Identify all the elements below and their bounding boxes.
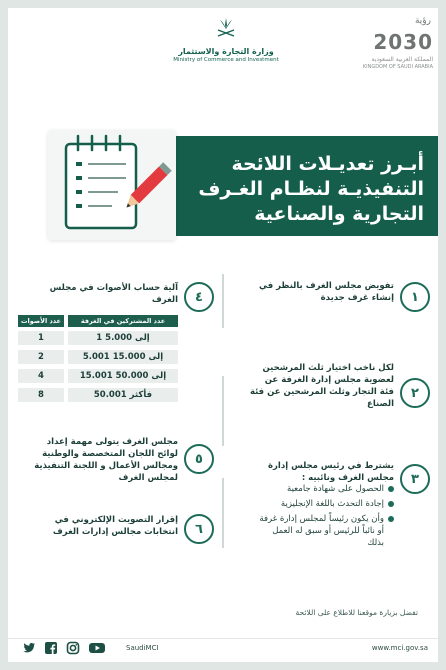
item-number-badge: ٤ (184, 282, 214, 312)
table-cell-range: 15.001 إلى 50.000 (68, 369, 178, 383)
item-number-badge: ٥ (184, 444, 214, 474)
item-2-text: لكل ناخب اختيار ثلث المرشحين لعضوية مجلس إدارة الغرفة عن فئة التجار وثلث المرشحين عن فئة الصناع (249, 363, 394, 409)
youtube-icon[interactable] (88, 641, 106, 655)
social-handle[interactable]: SaudiMCI (126, 644, 159, 652)
item-4-text: آلية حساب الأصوات في مجلس الغرف (49, 283, 178, 305)
column-divider (222, 478, 224, 548)
header (8, 8, 438, 78)
column-divider (222, 274, 224, 328)
table-cell-range: 50.001 فأكثر (68, 388, 178, 402)
instagram-icon[interactable] (66, 641, 80, 655)
banner-title-line: التجارية والصناعية (254, 203, 424, 225)
condition-text: الحصول على شهادة جامعية (287, 484, 384, 494)
vision-ar-label: رؤية (414, 16, 431, 26)
vision-2030-logo (338, 16, 433, 74)
table-cell-range: 1 إلى 5.000 (68, 331, 178, 345)
item-number-badge: ٣ (400, 464, 430, 494)
twitter-icon[interactable] (22, 641, 36, 655)
bullet-dot (388, 516, 394, 522)
banner-title-line: التنفيذيـة لنظـام الغـرف (198, 178, 424, 200)
table-cell-votes: 4 (18, 369, 64, 383)
column-divider (222, 376, 224, 446)
vision-sub-en: KINGDOM OF SAUDI ARABIA (362, 64, 433, 70)
website-link[interactable]: www.mci.gov.sa (371, 644, 428, 652)
vision-sub-ar: المملكة العربية السعودية (371, 56, 433, 63)
bullet-dot (388, 486, 394, 492)
item-6-text: إقرار التصويت الإلكتروني في انتخابات مجالس إدارات الغرف (52, 515, 178, 537)
item-5-text: مجلس الغرف يتولى مهمة إعداد لوائح اللجان المتخصصة والوطنية ومجالس الأعمال و اللجنة التنفيذية لمجلس الغرف (34, 437, 178, 483)
banner-title-line: أبـرز تعديـلات اللائحة (231, 153, 424, 175)
table-header-votes: عدد الأصوات (18, 315, 64, 327)
table-cell-votes: 2 (18, 350, 64, 364)
title-banner (8, 118, 438, 246)
condition-text: وأن يكون رئيساً لمجلس إدارة غرفة أو نائباً للرئيس أو سبق له العمل بذلك (259, 514, 384, 548)
table-cell-votes: 1 (18, 331, 64, 345)
ministry-logo (166, 16, 286, 76)
infographic-card (8, 8, 438, 662)
item-number-badge: ٦ (184, 514, 214, 544)
table-cell-votes: 8 (18, 388, 64, 402)
saudi-emblem-icon (214, 16, 238, 40)
banner-title (156, 152, 424, 227)
item-3-text: يشترط في رئيس مجلس إدارة مجلس الغرف ونائبيه : (268, 461, 394, 483)
item-1-text: تفويض مجلس الغرف بالنظر في إنشاء غرف جديدة (259, 281, 394, 303)
vision-year: 2030 (373, 30, 433, 54)
footer-note: تفضل بزيارة موقعنا للاطلاع على اللائحة (295, 608, 418, 617)
item-number-badge: ١ (400, 282, 430, 312)
table-cell-range: 5.001 إلى 15.000 (68, 350, 178, 364)
ministry-name-ar: وزارة التجارة والاستثمار (178, 47, 274, 56)
condition-text: إجادة التحدث باللغة الإنجليزية (280, 499, 384, 509)
table-header-subscribers: عدد المشتركين في الغرفة (68, 315, 178, 327)
facebook-icon[interactable] (44, 641, 58, 655)
bullet-dot (388, 501, 394, 507)
ministry-name-en: Ministry of Commerce and Investment (173, 57, 279, 63)
item-number-badge: ٢ (400, 378, 430, 408)
notepad-pencil-icon (48, 130, 176, 240)
